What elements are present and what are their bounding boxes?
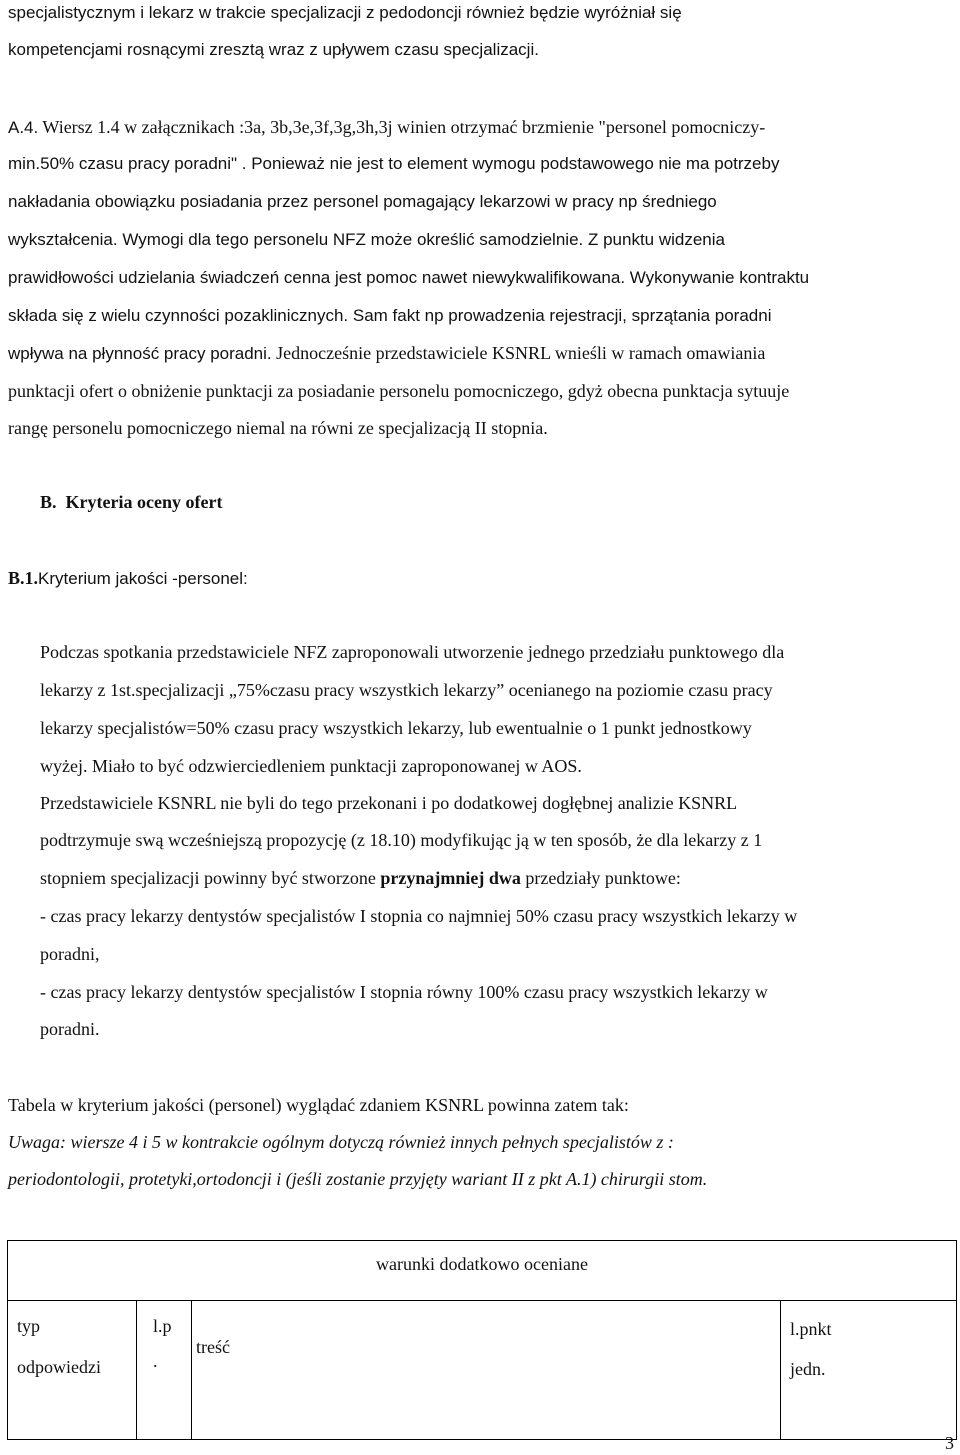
text-line: Przedstawiciele KSNRL nie byli do tego przekonani i po dodatkowej dogłębnej analizie KSNRL — [40, 793, 738, 813]
list-item: - czas pracy lekarzy dentystów specjalistów I stopnia co najmniej 50% czasu pracy wszystkich lekarzy w — [40, 906, 798, 926]
column-divider — [191, 1300, 192, 1439]
page-number: 3 — [945, 1433, 954, 1453]
text-span: Jednocześnie przedstawiciele KSNRL wnieśli w ramach omawiania — [271, 343, 766, 363]
section-heading-b — [40, 492, 222, 513]
text-line: Podczas spotkania przedstawiciele NFZ zaproponowali utworzenie jednego przedziału punktowego dla — [40, 642, 785, 662]
text-line: poradni. — [40, 1019, 100, 1039]
note-line: Uwaga: wiersze 4 i 5 w kontrakcie ogólnym dotyczą również innych pełnych specjalistów z : — [8, 1132, 674, 1152]
text-line: podtrzymuje swą wcześniejszą propozycję (z 18.10) modyfikując ją w ten sposób, że dla lekarzy z 1 — [40, 830, 763, 850]
column-header-type-l2: odpowiedzi — [17, 1357, 101, 1377]
text-line — [8, 343, 765, 364]
text-span: Wiersz 1.4 w załącznikach :3a, 3b,3e,3f,3g,3h,3j winien otrzymać brzmienie "personel pomocniczy- — [38, 117, 766, 137]
column-header-type-l1: typ — [17, 1316, 41, 1336]
text-line: min.50% czasu pracy poradni" . Ponieważ nie jest to element wymogu podstawowego nie ma potrzeby — [8, 154, 780, 173]
subsection-number: B.1. — [8, 568, 39, 588]
text-line: prawidłowości udzielania świadczeń cenna jest pomoc nawet niewykwalifikowana. Wykonywanie kontraktu — [8, 268, 810, 287]
column-divider — [136, 1300, 137, 1439]
text-line — [8, 117, 765, 138]
text-line: poradni, — [40, 944, 100, 964]
text-line: rangę personelu pomocniczego niemal na równi ze specjalizacją II stopnia. — [8, 418, 548, 438]
text-span: przedziały punktowe: — [520, 868, 681, 888]
text-line: specjalistycznym i lekarz w trakcie specjalizacji z pedodoncji również będzie wyróżniał się — [8, 3, 682, 22]
text-line: nakładania obowiązku posiadania przez personel pomagający lekarzowi w pracy np średniego — [8, 192, 717, 211]
section-number: B. — [40, 492, 57, 512]
note-line: periodontologii, protetyki,ortodoncji i (jeśli zostanie przyjęty wariant II z pkt A.1) chirurgii stom. — [8, 1169, 708, 1189]
text-span: wpływa na płynność pracy poradni. — [8, 344, 272, 363]
column-header-points-l2: jedn. — [790, 1359, 826, 1379]
text-line: wyżej. Miało to być odzwierciedleniem punktacji zaproponowanej w AOS. — [40, 756, 582, 776]
text-line: składa się z wielu czynności pozaklinicznych. Sam fakt np prowadzenia rejestracji, sprzątania poradni — [8, 306, 772, 325]
section-number-a4: A.4. — [8, 118, 39, 137]
table-divider — [8, 1300, 956, 1301]
text-span: stopniem specjalizacji powinny być stworzone — [40, 868, 381, 888]
emphasis-text: przynajmniej dwa — [380, 868, 521, 888]
column-header-points-l1: l.pnkt — [790, 1319, 832, 1339]
text-line: punktacji ofert o obniżenie punktacji za posiadanie personelu pomocniczego, gdyż obecna punktacja sytuuje — [8, 381, 790, 401]
column-divider — [780, 1300, 781, 1439]
list-item: - czas pracy lekarzy dentystów specjalistów I stopnia równy 100% czasu pracy wszystkich lekarzy w — [40, 982, 768, 1002]
section-title: Kryteria oceny ofert — [65, 492, 223, 512]
criteria-table — [7, 1240, 957, 1440]
text-line: kompetencjami rosnącymi zresztą wraz z upływem czasu specjalizacji. — [8, 40, 539, 59]
column-header-lp-l2: . — [153, 1351, 158, 1371]
subsection-heading-b1 — [8, 568, 248, 589]
text-line: Tabela w kryterium jakości (personel) wyglądać zdaniem KSNRL powinna zatem tak: — [8, 1095, 629, 1115]
column-header-lp-l1: l.p — [153, 1316, 172, 1336]
text-line: wykształcenia. Wymogi dla tego personelu NFZ może określić samodzielnie. Z punktu widzenia — [8, 230, 725, 249]
table-header: warunki dodatkowo oceniane — [376, 1254, 588, 1274]
column-header-content: treść — [196, 1337, 230, 1357]
text-line: lekarzy specjalistów=50% czasu pracy wszystkich lekarzy, lub ewentualnie o 1 punkt jednostkowy — [40, 718, 752, 738]
subsection-title: Kryterium jakości -personel: — [38, 569, 248, 588]
text-line — [40, 868, 681, 889]
text-line: lekarzy z 1st.specjalizacji „75%czasu pracy wszystkich lekarzy” ocenianego na poziomie czasu pracy — [40, 680, 773, 700]
